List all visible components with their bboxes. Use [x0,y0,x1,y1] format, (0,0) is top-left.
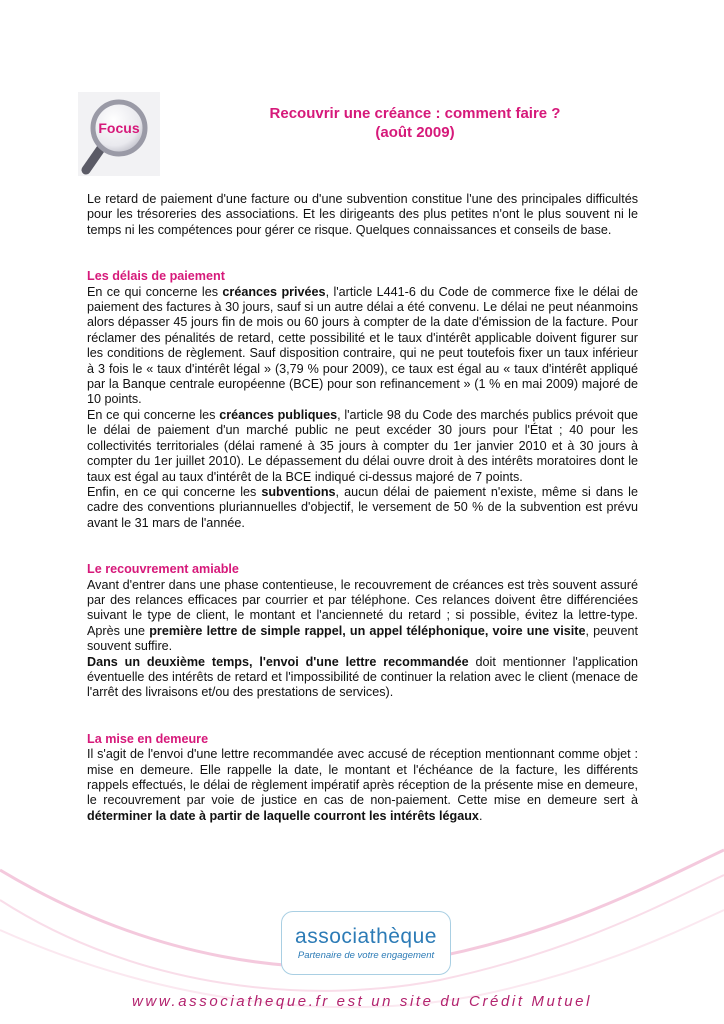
focus-magnifier-logo [78,92,160,176]
focus-logo-text: Focus [98,120,140,136]
logo-name: associathèque [295,925,437,948]
paragraph-lettre-recommandee: Dans un deuxième temps, l'envoi d'une lettre recommandée doit mentionner l'application éventuelle des intérêts de retard et l'impossibilité de continuer la relation avec le client (menace de l'arrêt des livraisons et/ou des prestations de services). [87,654,638,700]
paragraph-creances-publiques: En ce qui concerne les créances publiques, l'article 98 du Code des marchés publics prévoit que le délai de paiement d'un marché public ne peut excéder 30 jours pour l'État ; 40 pour les collectivités territoriales (délai ramené à 35 jours à compter du 1er janvier 2010 et à 30 jours à compter du 1er juillet 2010). Le dépassement du délai ouvre droit à des intérêts moratoires dont le taux est égal au taux d'intérêt de la BCE indiqué ci-dessus majoré de 7 points. [87,407,638,484]
title-line-1: Recouvrir une créance : comment faire ? [269,105,561,122]
intro-paragraph: Le retard de paiement d'une facture ou d'une subvention constitue l'une des principales difficultés pour les trésoreries des associations. Et les dirigeants des plus petites n'ont le plus souvent ni le temps ni les compétences pour gérer ce risque. Quelques connaissances et conseils de base. [87,192,638,237]
section-heading-amiable: Le recouvrement amiable [87,562,239,577]
logo-tagline: Partenaire de votre engagement [297,950,435,961]
title-line-2: (août 2009) [375,124,455,141]
section-heading-delais: Les délais de paiement [87,269,225,284]
footer-text[interactable]: www.associatheque.fr est un site du Crédit Mutuel [131,993,593,1010]
page-title [180,104,650,142]
paragraph-relances: Avant d'entrer dans une phase contentieuse, le recouvrement de créances est très souvent assuré par des relances efficaces par courrier et par téléphone. Ces relances doivent être différenciées suivant le type de client, le montant et l'ancienneté du retard ; si possible, évitez la lettre-type. Après une première lettre de simple rappel, un appel téléphonique, voire une visite, peuvent souvent suffire. [87,577,638,654]
associatheque-logo[interactable] [281,911,451,975]
paragraph-creances-privees: En ce qui concerne les créances privées, l'article L441-6 du Code de commerce fixe le délai de paiement des factures à 30 jours, sauf si un autre délai a été convenu. Le délai ne peut néanmoins alors dépasser 45 jours fin de mois ou 60 jours à compter de la date d'émission de la facture. Pour réclamer des pénalités de retard, cette possibilité et le taux d'intérêt applicable doivent figurer sur les conditions de règlement. Sauf disposition contraire, qui ne peut toutefois fixer un taux inférieur à 3 fois le « taux d'intérêt légal » (3,79 % pour 2009), ce taux est égal au « taux d'intérêt appliqué par la Banque centrale européenne (BCE) pour son refinancement » (1 % en mai 2009) majoré de 10 points. [87,284,638,407]
section-heading-demeure: La mise en demeure [87,731,209,746]
paragraph-subventions: Enfin, en ce qui concerne les subventions, aucun délai de paiement n'existe, même si dans le cadre des conventions pluriannuelles d'objectif, le versement de 50 % de la subvention est prévu avant le 31 mars de l'année. [87,484,638,530]
article-body [87,192,638,824]
paragraph-mise-en-demeure: Il s'agit de l'envoi d'une lettre recommandée avec accusé de réception mentionnant comme objet : mise en demeure. Elle rappelle la date, le montant et l'échéance de la facture, les différents rappels effectués, le délai de règlement impératif après réception de la présente mise en demeure, le recouvrement par voie de justice en cas de non-paiement. Cette mise en demeure sert à déterminer la date à partir de laquelle courront les intérêts légaux. [87,747,638,823]
